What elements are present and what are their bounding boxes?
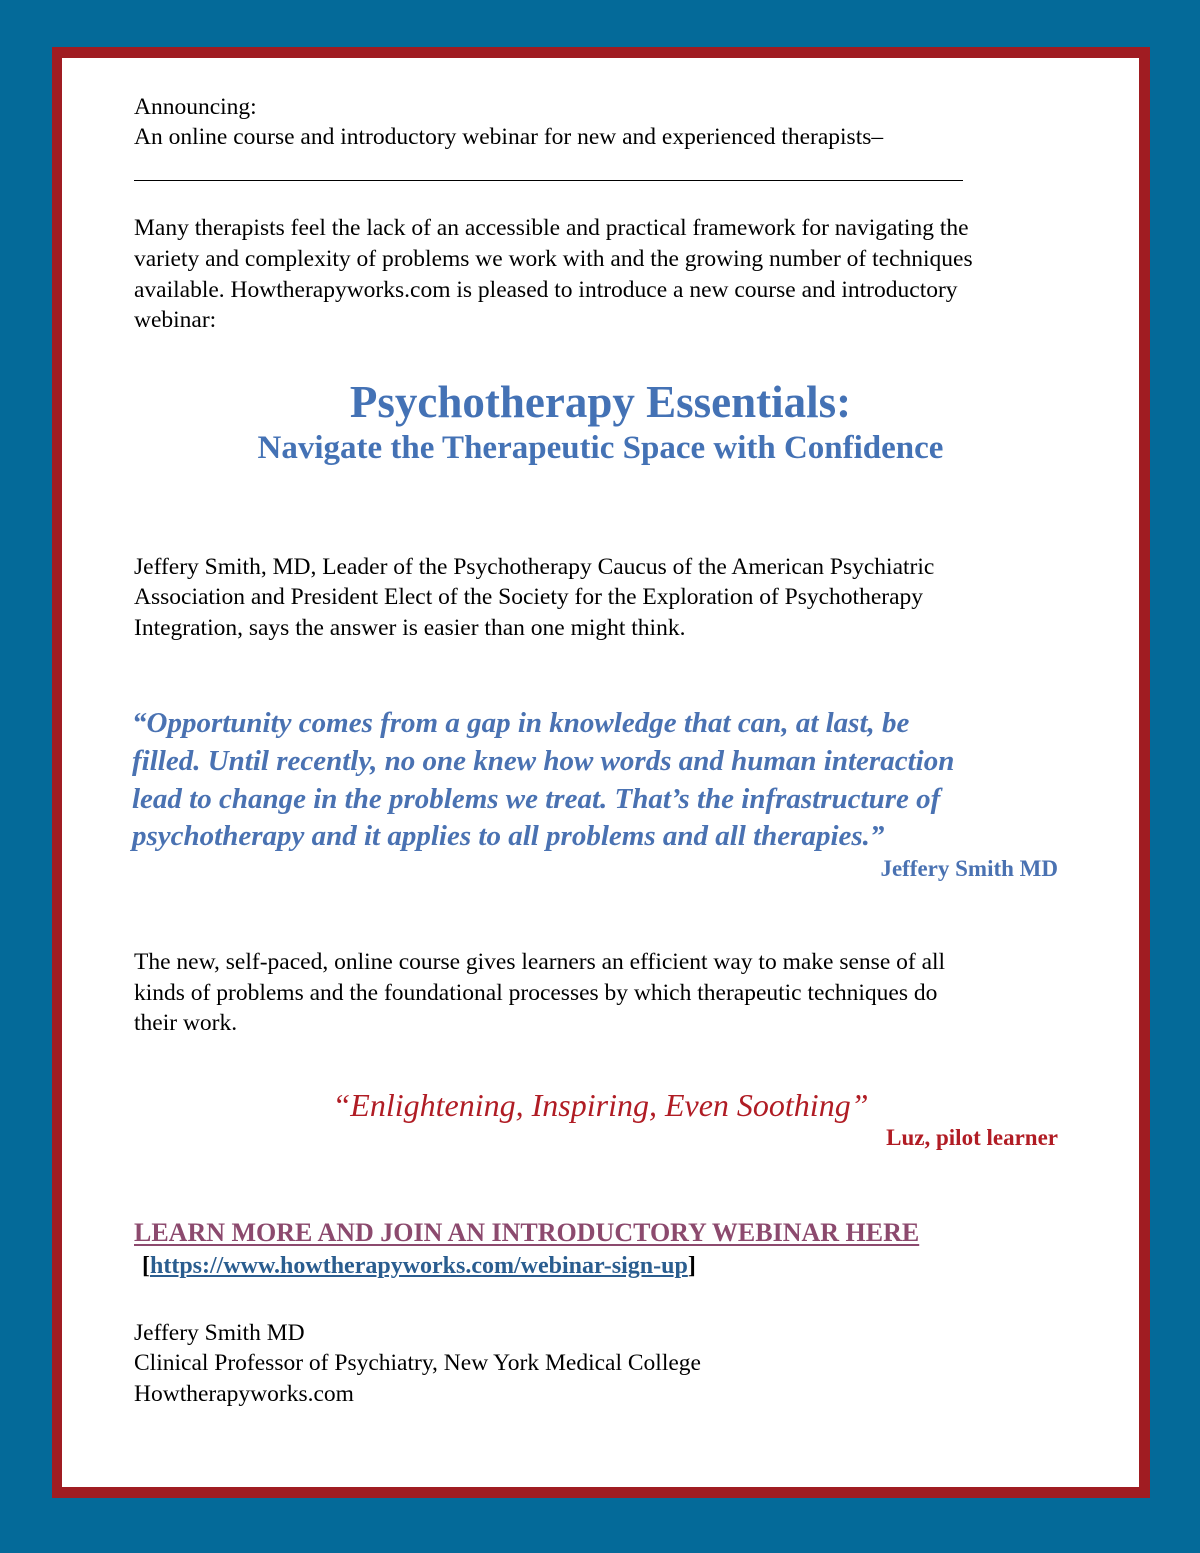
intro-line: available. Howtherapyworks.com is pleased to introduce a new course and introductory (134, 277, 958, 303)
announcement-subheading: An online course and introductory webinar for new and experienced therapists– (134, 124, 884, 150)
quote-line: filled. Until recently, no one knew how words and human interaction (132, 745, 955, 777)
intro-line: Many therapists feel the lack of an accessible and practical framework for navigating the (134, 215, 969, 241)
divider-rule (134, 180, 963, 181)
author-line: Integration, says the answer is easier than one might think. (134, 615, 686, 641)
url-bracket-close: ] (687, 1253, 696, 1279)
webinar-signup-link[interactable]: LEARN MORE AND JOIN AN INTRODUCTORY WEBINAR HERE (134, 1218, 920, 1247)
signature-title: Clinical Professor of Psychiatry, New York Medical College (134, 1350, 701, 1376)
quote-line: lead to change in the problems we treat. That’s the infrastructure of (132, 783, 941, 815)
intro-line: variety and complexity of problems we work with and the growing number of techniques (134, 246, 973, 272)
quote-attribution: Jeffery Smith MD (880, 856, 1058, 881)
author-line: Association and President Elect of the Society for the Exploration of Psychotherapy (134, 584, 924, 610)
webinar-url-line (142, 1253, 696, 1280)
signature-website: Howtherapyworks.com (134, 1381, 354, 1407)
webinar-url-link[interactable]: https://www.howtherapyworks.com/webinar-sign-up (150, 1253, 688, 1279)
author-line: Jeffery Smith, MD, Leader of the Psychotherapy Caucus of the American Psychiatric (134, 554, 935, 580)
quote-line: “Opportunity comes from a gap in knowledge that can, at last, be (132, 707, 910, 739)
url-bracket-open: [ (142, 1253, 150, 1279)
testimonial-attribution: Luz, pilot learner (886, 1125, 1058, 1150)
announcement-heading: Announcing: (134, 94, 257, 120)
testimonial-quote: “Enlightening, Inspiring, Even Soothing” (332, 1087, 869, 1123)
signature-name: Jeffery Smith MD (134, 1320, 305, 1346)
course-title: Psychotherapy Essentials: (349, 377, 852, 427)
course-line: their work. (134, 1010, 238, 1036)
intro-line: webinar: (134, 307, 217, 333)
course-line: The new, self-paced, online course gives learners an efficient way to make sense of all (134, 949, 946, 975)
quote-line: psychotherapy and it applies to all problems and all therapies.” (132, 820, 885, 852)
course-subtitle: Navigate the Therapeutic Space with Confidence (257, 430, 944, 466)
course-line: kinds of problems and the foundational processes by which therapeutic techniques do (134, 980, 938, 1006)
